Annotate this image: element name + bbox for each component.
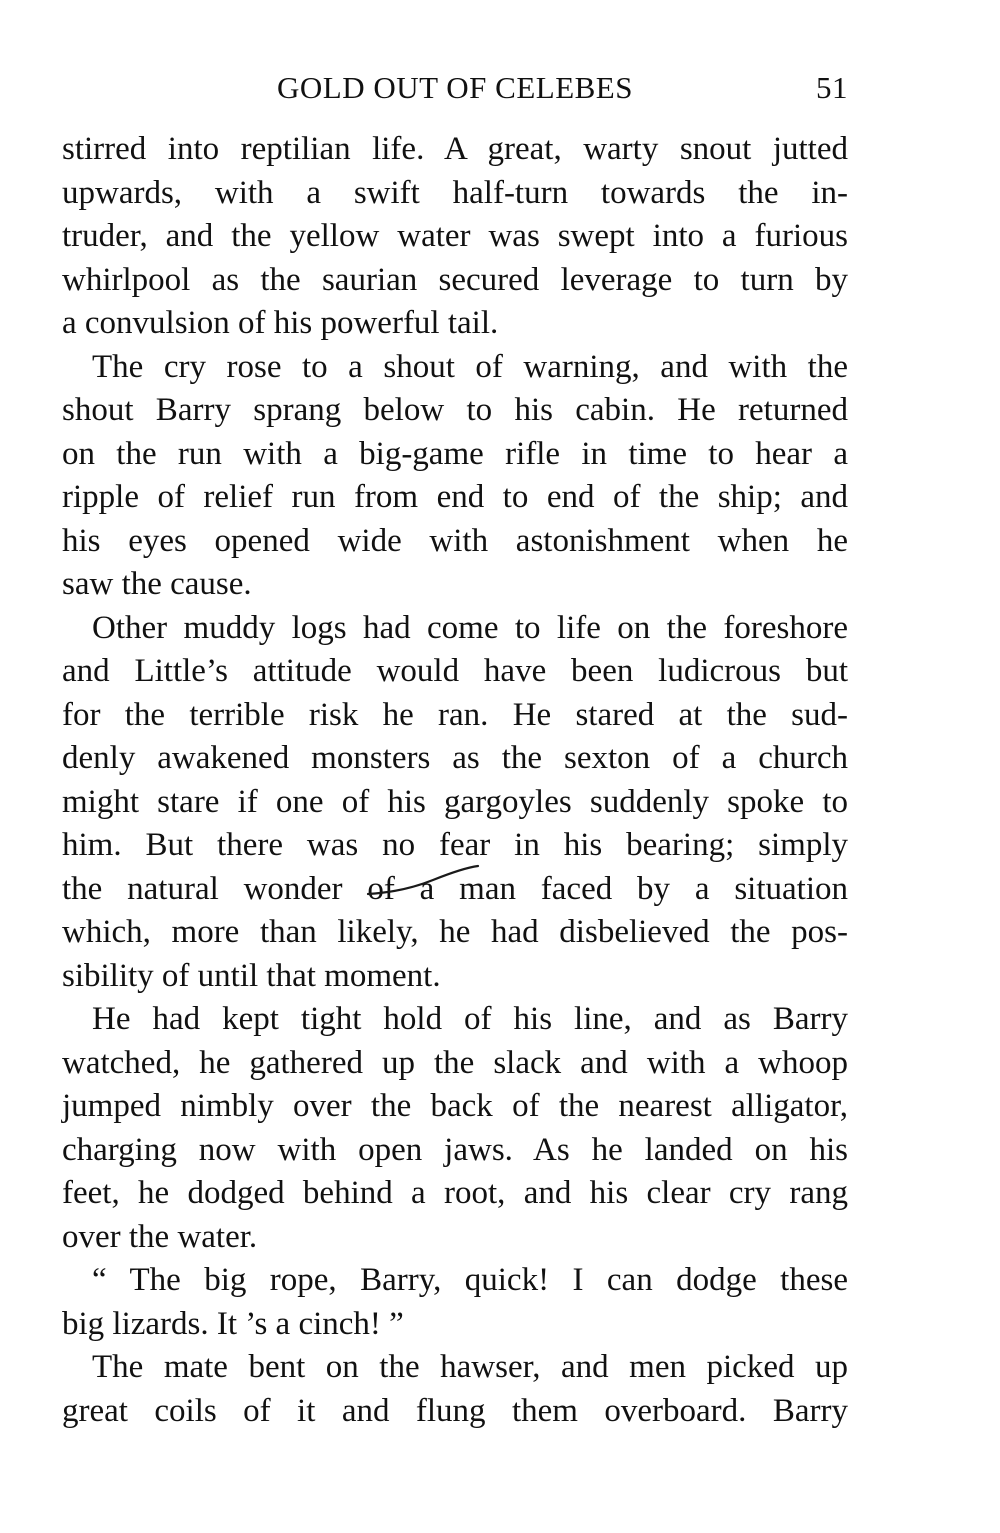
text-line: The cry rose to a shout of warning, and with the <box>92 348 848 385</box>
text-line: for the terrible risk he ran. He stared at the sud- <box>62 696 848 733</box>
text-line: the natural wonder of a man faced by a situation <box>62 870 848 907</box>
text-line: upwards, with a swift half-turn towards the in- <box>62 174 848 211</box>
text-line: He had kept tight hold of his line, and as Barry <box>92 1001 848 1037</box>
text-line: watched, he gathered up the slack and with a whoop <box>62 1044 848 1081</box>
pen-mark <box>363 862 483 902</box>
text-line: stirred into reptilian life. A great, warty snout jutted <box>62 131 848 167</box>
text-line: “ The big rope, Barry, quick! I can dodge these <box>92 1262 848 1298</box>
running-title: GOLD OUT OF CELEBES <box>277 70 633 105</box>
text-line: a convulsion of his powerful tail. <box>62 305 499 341</box>
text-line: sibility of until that moment. <box>62 957 441 994</box>
text-line: truder, and the yellow water was swept into a furious <box>62 218 848 254</box>
text-line: jumped nimbly over the back of the nearest alligator, <box>62 1088 848 1124</box>
page-header <box>62 70 848 110</box>
text-line: which, more than likely, he had disbelieved the pos- <box>62 914 848 950</box>
text-line: shout Barry sprang below to his cabin. He returned <box>62 392 848 428</box>
text-line: The mate bent on the hawser, and men picked up <box>92 1349 848 1385</box>
text-line: his eyes opened wide with astonishment when he <box>62 522 848 559</box>
text-line: great coils of it and flung them overboard. Barry <box>62 1392 848 1429</box>
text-line: denly awakened monsters as the sexton of a church <box>62 740 848 776</box>
text-line: ripple of relief run from end to end of the ship; and <box>62 479 848 515</box>
text-line: might stare if one of his gargoyles suddenly spoke to <box>62 783 848 820</box>
body-text <box>62 128 848 1433</box>
text-line: on the run with a big-game rifle in time to hear a <box>62 435 848 472</box>
text-line: Other muddy logs had come to life on the foreshore <box>92 609 848 646</box>
text-line: him. But there was no fear in his bearing; simply <box>62 827 848 863</box>
text-line: and Little’s attitude would have been ludicrous but <box>62 653 848 689</box>
text-line: big lizards. It ’s a cinch! ” <box>62 1305 404 1342</box>
page-number: 51 <box>816 70 848 105</box>
text-line: saw the cause. <box>62 566 252 602</box>
text-line: whirlpool as the saurian secured leverage to turn by <box>62 261 848 298</box>
text-line: feet, he dodged behind a root, and his clear cry rang <box>62 1175 848 1211</box>
text-line: charging now with open jaws. As he landed on his <box>62 1131 848 1168</box>
text-line: over the water. <box>62 1218 258 1255</box>
